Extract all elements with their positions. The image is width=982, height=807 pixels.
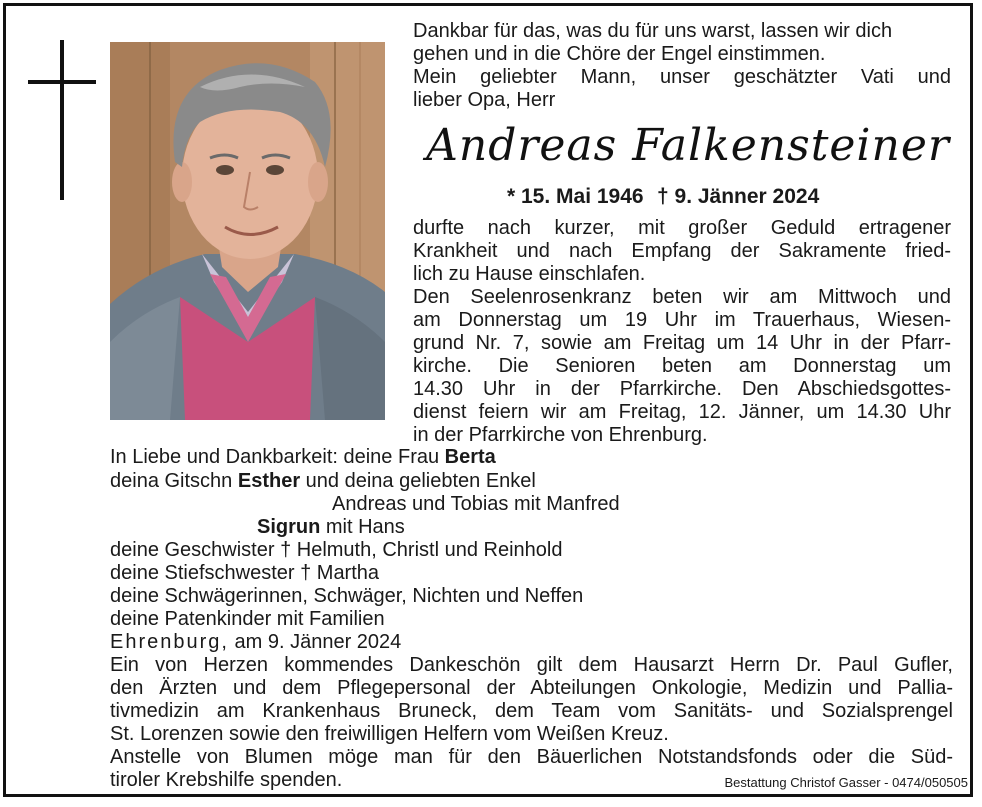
body-line: durfte nach kurzer, mit großer Geduld ertragener bbox=[413, 217, 951, 239]
body-line: 14.30 Uhr in der Pfarrkirche. Den Abschiedsgottes- bbox=[413, 378, 951, 400]
daughter-name: Esther bbox=[237, 470, 301, 492]
thanks-line: St. Lorenzen sowie den freiwilligen Helfern vom Weißen Kreuz. bbox=[110, 723, 669, 745]
mourners-line-6: deine Stiefschwester † Martha bbox=[110, 562, 380, 584]
donation-line: tiroler Krebshilfe spenden. bbox=[110, 769, 343, 791]
portrait-photo bbox=[110, 42, 385, 420]
wife-name: Berta bbox=[444, 446, 496, 468]
mourners-line-3: Andreas und Tobias mit Manfred bbox=[332, 493, 620, 515]
thanks-line: tivmedizin am Krankenhaus Bruneck, dem Team vom Sanitäts- und Sozialsprengel bbox=[110, 700, 953, 722]
deceased-name: Andreas Falkensteiner bbox=[426, 120, 950, 171]
place: Ehrenburg, bbox=[110, 631, 229, 653]
body-line: Den Seelenrosenkranz beten wir am Mittwoch und bbox=[413, 286, 951, 308]
thanks-line: den Ärzten und dem Pflegepersonal der Abteilungen Onkologie, Medizin und Pallia- bbox=[110, 677, 953, 699]
intro-line: gehen und in die Chöre der Engel einstimmen. bbox=[413, 43, 826, 65]
mourners-line-5: deine Geschwister † Helmuth, Christl und Reinhold bbox=[110, 539, 563, 561]
thanks-line: Ein von Herzen kommendes Dankeschön gilt dem Hausarzt Herrn Dr. Paul Gufler, bbox=[110, 654, 953, 676]
body-line: Krankheit und nach Empfang der Sakramente fried- bbox=[413, 240, 951, 262]
body-line: grund Nr. 7, sowie am Freitag um 14 Uhr in der Pfarr- bbox=[413, 332, 951, 354]
intro-line: lieber Opa, Herr bbox=[413, 89, 556, 111]
body-line: kirche. Die Senioren beten am Donnerstag um bbox=[413, 355, 951, 377]
birth-date: * 15. Mai 1946 bbox=[507, 185, 644, 208]
daughter-name: Sigrun bbox=[257, 516, 321, 538]
donation-line: Anstelle von Blumen möge man für den Bäuerlichen Notstandsfonds oder die Süd- bbox=[110, 746, 953, 768]
intro-line: Dankbar für das, was du für uns warst, lassen wir dich bbox=[413, 20, 893, 42]
place-date: Ehrenburg, am 9. Jänner 2024 bbox=[110, 631, 402, 653]
mourners-line-8: deine Patenkinder mit Familien bbox=[110, 608, 385, 630]
death-date: † 9. Jänner 2024 bbox=[657, 185, 820, 208]
body-line: dienst feiern wir am Freitag, 12. Jänner, um 14.30 Uhr bbox=[413, 401, 951, 423]
body-line: in der Pfarrkirche von Ehrenburg. bbox=[413, 424, 708, 446]
mourners-line-7: deine Schwägerinnen, Schwäger, Nichten und Neffen bbox=[110, 585, 584, 607]
mourners-line-4: Sigrun mit Hans bbox=[257, 516, 405, 538]
mourners-line-1: In Liebe und Dankbarkeit: deine Frau Berta bbox=[110, 446, 496, 468]
funeral-home-credit: Bestattung Christof Gasser - 0474/050505 bbox=[724, 775, 968, 790]
body-line: lich zu Hause einschlafen. bbox=[413, 263, 646, 285]
intro-line: Mein geliebter Mann, unser geschätzter Vati und bbox=[413, 66, 951, 88]
mourners-line-2: deina Gitschn Esther und deina geliebten Enkel bbox=[110, 470, 536, 492]
body-line: am Donnerstag um 19 Uhr im Trauerhaus, Wiesen- bbox=[413, 309, 951, 331]
